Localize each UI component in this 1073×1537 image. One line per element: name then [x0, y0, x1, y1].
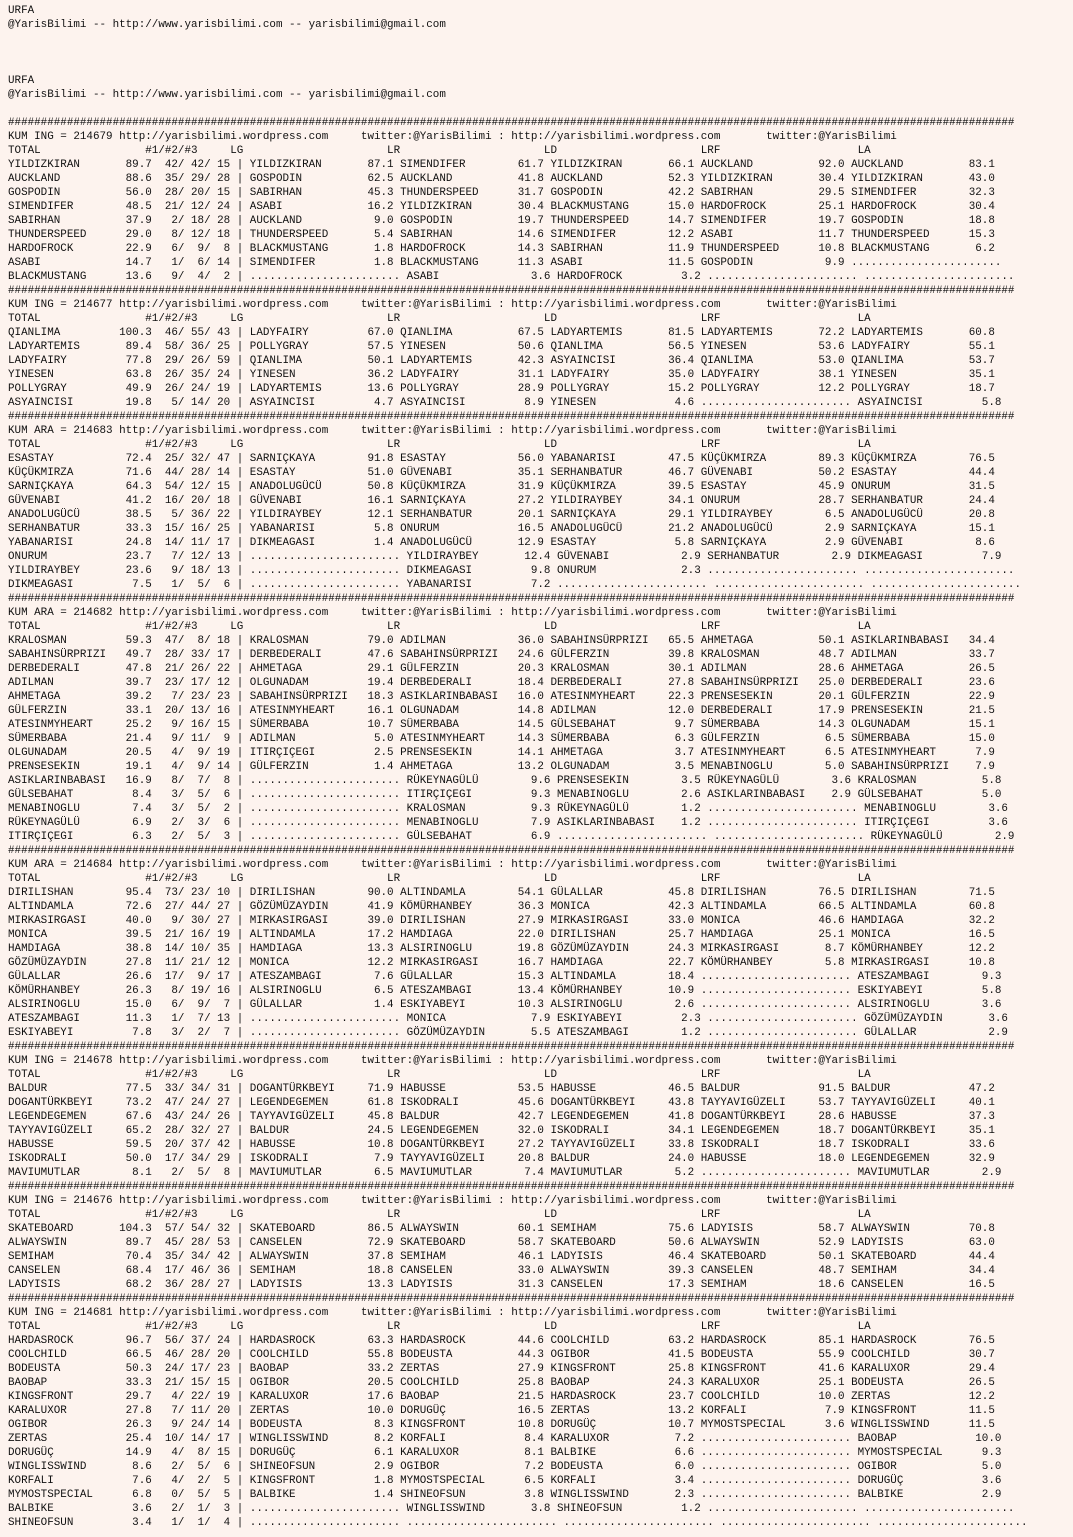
- document-line: MIRKASIRGASI 40.0 9/ 30/ 27 | MIRKASIRGASI 39.0 DIRILISHAN 27.9 MIRKASIRGASI 33.0 MONICA 46.6 HAMDIAGA 32.2: [8, 915, 995, 927]
- document-line: [8, 46, 1028, 60]
- document-line: DIKMEAGASI 7.5 1/ 5/ 6 | ....................... YABANARISI 7.2 ....................... ....................... .......................: [8, 579, 1021, 591]
- document-line: ##########################################################################################################################################################: [8, 1041, 1015, 1053]
- document-line: GÜVENABI 41.2 16/ 20/ 18 | GÜVENABI 16.1 SARNIÇKAYA 27.2 YILDIRAYBEY 34.1 ONURUM 28.7 SERHANBATUR 24.4: [8, 495, 995, 507]
- document-line: ##########################################################################################################################################################: [8, 845, 1015, 857]
- document-line: ATESZAMBAGI 11.3 1/ 7/ 13 | ....................... MONICA 7.9 ESKIYABEYI 2.3 ....................... GÖZÜMÜZAYDIN 3.6: [8, 1013, 1008, 1025]
- document-line: GÜLFERZIN 33.1 20/ 13/ 16 | ATESINMYHEART 16.1 OLGUNADAM 14.8 ADILMAN 12.0 DERBEDERALI 17.9 PRENSESEKIN 21.5: [8, 705, 995, 717]
- document-line: YABANARISI 24.8 14/ 11/ 17 | DIKMEAGASI 1.4 ANADOLUGÜCÜ 12.9 ESASTAY 5.8 SARNIÇKAYA 2.9 GÜVENABI 8.6: [8, 537, 995, 549]
- document-line: ASIKLARINBABASI 16.9 8/ 7/ 8 | ....................... RÜKEYNAGÜLÜ 9.6 PRENSESEKIN 3.5 RÜKEYNAGÜLÜ 3.6 KRALOSMAN 5.8: [8, 775, 1002, 787]
- document-line: SIMENDIFER 48.5 21/ 12/ 24 | ASABI 16.2 YILDIZKIRAN 30.4 BLACKMUSTANG 15.0 HARDOFROCK 25.1 HARDOFROCK 30.4: [8, 201, 995, 213]
- document-line: URFA: [8, 75, 35, 87]
- document-line: @YarisBilimi -- http://www.yarisbilimi.com -- yarisbilimi@gmail.com: [8, 89, 446, 101]
- document-line: SKATEBOARD 104.3 57/ 54/ 32 | SKATEBOARD 86.5 ALWAYSWIN 60.1 SEMIHAM 75.6 LADYISIS 58.7 ALWAYSWIN 70.8: [8, 1223, 995, 1235]
- document-line: LADYFAIRY 77.8 29/ 26/ 59 | QIANLIMA 50.1 LADYARTEMIS 42.3 ASYAINCISI 36.4 QIANLIMA 53.0 QIANLIMA 53.7: [8, 355, 995, 367]
- document-line: DOGANTÜRKBEYI 73.2 47/ 24/ 27 | LEGENDEGEMEN 61.8 ISKODRALI 45.6 DOGANTÜRKBEYI 43.8 TAYYAVIGÜZELI 53.7 TAYYAVIGÜZELI 40.1: [8, 1097, 995, 1109]
- document-line: TOTAL #1/#2/#3 LG LR LD LRF LA: [8, 1069, 871, 1081]
- document-line: AHMETAGA 39.2 7/ 23/ 23 | SABAHINSÜRPRIZI 18.3 ASIKLARINBABASI 16.0 ATESINMYHEART 22.3 PRENSESEKIN 20.1 GÜLFERZIN 22.9: [8, 691, 995, 703]
- document-line: AUCKLAND 88.6 35/ 29/ 28 | GOSPODIN 62.5 AUCKLAND 41.8 AUCKLAND 52.3 YILDIZKIRAN 30.4 YILDIZKIRAN 43.0: [8, 173, 995, 185]
- document-line: HABUSSE 59.5 20/ 37/ 42 | HABUSSE 10.8 DOGANTÜRKBEYI 27.2 TAYYAVIGÜZELI 33.8 ISKODRALI 18.7 ISKODRALI 33.6: [8, 1139, 995, 1151]
- document-line: [8, 60, 1028, 74]
- document-line: SABAHINSÜRPRIZI 49.7 28/ 33/ 17 | DERBEDERALI 47.6 SABAHINSÜRPRIZI 24.6 GÜLFERZIN 39.8 KRALOSMAN 48.7 ADILMAN 33.7: [8, 649, 995, 661]
- document-line: BAOBAP 33.3 21/ 15/ 15 | OGIBOR 20.5 COOLCHILD 25.8 BAOBAP 24.3 KARALUXOR 25.1 BODEUSTA 26.5: [8, 1377, 995, 1389]
- document-line: TOTAL #1/#2/#3 LG LR LD LRF LA: [8, 313, 871, 325]
- document-line: SARNIÇKAYA 64.3 54/ 12/ 15 | ANADOLUGÜCÜ 50.8 KÜÇÜKMIRZA 31.9 KÜÇÜKMIRZA 39.5 ESASTAY 45.9 ONURUM 31.5: [8, 481, 995, 493]
- document-line: MONICA 39.5 21/ 16/ 19 | ALTINDAMLA 17.2 HAMDIAGA 22.0 DIRILISHAN 25.7 HAMDIAGA 25.1 MONICA 16.5: [8, 929, 995, 941]
- document-line: YINESEN 63.8 26/ 35/ 24 | YINESEN 36.2 LADYFAIRY 31.1 LADYFAIRY 35.0 LADYFAIRY 38.1 YINESEN 35.1: [8, 369, 995, 381]
- document-line: ##########################################################################################################################################################: [8, 411, 1015, 423]
- document-line: MYMOSTSPECIAL 6.8 0/ 5/ 5 | BALBIKE 1.4 SHINEOFSUN 3.8 WINGLISSWIND 2.3 ....................... BALBIKE 2.9: [8, 1489, 1002, 1501]
- document-line: KINGSFRONT 29.7 4/ 22/ 19 | KARALUXOR 17.6 BAOBAP 21.5 HARDASROCK 23.7 COOLCHILD 10.0 ZERTAS 12.2: [8, 1391, 995, 1403]
- document-line: ##########################################################################################################################################################: [8, 285, 1015, 297]
- race-results-document: [8, 4, 1028, 1530]
- document-line: ESKIYABEYI 7.8 3/ 2/ 7 | ....................... GÖZÜMÜZAYDIN 5.5 ATESZAMBAGI 1.2 ....................... GÜLALLAR 2.9: [8, 1027, 1008, 1039]
- document-line: ##########################################################################################################################################################: [8, 593, 1015, 605]
- document-line: BODEUSTA 50.3 24/ 17/ 23 | BAOBAP 33.2 ZERTAS 27.9 KINGSFRONT 25.8 KINGSFRONT 41.6 KARALUXOR 29.4: [8, 1363, 995, 1375]
- document-line: GÜLALLAR 26.6 17/ 9/ 17 | ATESZAMBAGI 7.6 GÜLALLAR 15.3 ALTINDAMLA 18.4 ....................... ATESZAMBAGI 9.3: [8, 971, 1002, 983]
- document-line: SEMIHAM 70.4 35/ 34/ 42 | ALWAYSWIN 37.8 SEMIHAM 46.1 LADYISIS 46.4 SKATEBOARD 50.1 SKATEBOARD 44.4: [8, 1251, 995, 1263]
- document-line: LEGENDEGEMEN 67.6 43/ 24/ 26 | TAYYAVIGÜZELI 45.8 BALDUR 42.7 LEGENDEGEMEN 41.8 DOGANTÜRKBEYI 28.6 HABUSSE 37.3: [8, 1111, 995, 1123]
- document-line: KUM ING = 214681 http://yarisbilimi.wordpress.com twitter:@YarisBilimi : http://yarisbilimi.wordpress.com twitter:@YarisBilimi: [8, 1307, 897, 1319]
- document-line: TOTAL #1/#2/#3 LG LR LD LRF LA: [8, 145, 871, 157]
- document-line: PRENSESEKIN 19.1 4/ 9/ 14 | GÜLFERZIN 1.4 AHMETAGA 13.2 OLGUNADAM 3.5 MENABINOGLU 5.0 SABAHINSÜRPRIZI 7.9: [8, 761, 995, 773]
- document-line: YILDIZKIRAN 89.7 42/ 42/ 15 | YILDIZKIRAN 87.1 SIMENDIFER 61.7 YILDIZKIRAN 66.1 AUCKLAND 92.0 AUCKLAND 83.1: [8, 159, 995, 171]
- document-line: KÖMÜRHANBEY 26.3 8/ 19/ 16 | ALSIRINOGLU 6.5 ATESZAMBAGI 13.4 KÖMÜRHANBEY 10.9 ....................... ESKIYABEYI 5.8: [8, 985, 1002, 997]
- document-line: SÜMERBABA 21.4 9/ 11/ 9 | ADILMAN 5.0 ATESINMYHEART 14.3 SÜMERBABA 6.3 GÜLFERZIN 6.5 SÜMERBABA 15.0: [8, 733, 995, 745]
- document-line: BALBIKE 3.6 2/ 1/ 3 | ....................... WINGLISSWIND 3.8 SHINEOFSUN 1.2 ....................... .......................: [8, 1503, 1015, 1515]
- document-line: MENABINOGLU 7.4 3/ 5/ 2 | ....................... KRALOSMAN 9.3 RÜKEYNAGÜLÜ 1.2 ....................... MENABINOGLU 3.6: [8, 803, 1008, 815]
- document-line: ALWAYSWIN 89.7 45/ 28/ 53 | CANSELEN 72.9 SKATEBOARD 58.7 SKATEBOARD 50.6 ALWAYSWIN 52.9 LADYISIS 63.0: [8, 1237, 995, 1249]
- document-line: KUM ING = 214679 http://yarisbilimi.wordpress.com twitter:@YarisBilimi : http://yarisbilimi.wordpress.com twitter:@YarisBilimi: [8, 131, 897, 143]
- document-line: ONURUM 23.7 7/ 12/ 13 | ....................... YILDIRAYBEY 12.4 GÜVENABI 2.9 SERHANBATUR 2.9 DIKMEAGASI 7.9: [8, 551, 1002, 563]
- document-line: ITIRÇIÇEGI 6.3 2/ 5/ 3 | ....................... GÜLSEBAHAT 6.9 ....................... ....................... RÜKEYNAGÜLÜ 2.9: [8, 831, 1015, 843]
- document-line: KUM ARA = 214684 http://yarisbilimi.wordpress.com twitter:@YarisBilimi : http://yarisbilimi.wordpress.com twitter:@YarisBilimi: [8, 859, 897, 871]
- document-line: TOTAL #1/#2/#3 LG LR LD LRF LA: [8, 873, 871, 885]
- document-line: TOTAL #1/#2/#3 LG LR LD LRF LA: [8, 621, 871, 633]
- document-line: SHINEOFSUN 3.4 1/ 1/ 4 | ....................... ....................... ....................... ....................... .......................: [8, 1517, 1028, 1529]
- document-line: GÖZÜMÜZAYDIN 27.8 11/ 21/ 12 | MONICA 12.2 MIRKASIRGASI 16.7 HAMDIAGA 22.7 KÖMÜRHANBEY 5.8 MIRKASIRGASI 10.8: [8, 957, 995, 969]
- document-line: ##########################################################################################################################################################: [8, 117, 1015, 129]
- document-line: QIANLIMA 100.3 46/ 55/ 43 | LADYFAIRY 67.0 QIANLIMA 67.5 LADYARTEMIS 81.5 LADYARTEMIS 72.2 LADYARTEMIS 60.8: [8, 327, 995, 339]
- document-line: OLGUNADAM 20.5 4/ 9/ 19 | ITIRÇIÇEGI 2.5 PRENSESEKIN 14.1 AHMETAGA 3.7 ATESINMYHEART 6.5 ATESINMYHEART 7.9: [8, 747, 995, 759]
- document-line: KARALUXOR 27.8 7/ 11/ 20 | ZERTAS 10.0 DORUGÜÇ 16.5 ZERTAS 13.2 KORFALI 7.9 KINGSFRONT 11.5: [8, 1405, 995, 1417]
- document-line: KUM ING = 214677 http://yarisbilimi.wordpress.com twitter:@YarisBilimi : http://yarisbilimi.wordpress.com twitter:@YarisBilimi: [8, 299, 897, 311]
- document-line: ATESINMYHEART 25.2 9/ 16/ 15 | SÜMERBABA 10.7 SÜMERBABA 14.5 GÜLSEBAHAT 9.7 SÜMERBABA 14.3 OLGUNADAM 15.1: [8, 719, 995, 731]
- document-line: TOTAL #1/#2/#3 LG LR LD LRF LA: [8, 439, 871, 451]
- document-line: KUM ARA = 214683 http://yarisbilimi.wordpress.com twitter:@YarisBilimi : http://yarisbilimi.wordpress.com twitter:@YarisBilimi: [8, 425, 897, 437]
- document-line: TOTAL #1/#2/#3 LG LR LD LRF LA: [8, 1321, 871, 1333]
- document-line: WINGLISSWIND 8.6 2/ 5/ 6 | SHINEOFSUN 2.9 OGIBOR 7.2 BODEUSTA 6.0 ....................... OGIBOR 5.0: [8, 1461, 1002, 1473]
- document-line: MAVIUMUTLAR 8.1 2/ 5/ 8 | MAVIUMUTLAR 6.5 MAVIUMUTLAR 7.4 MAVIUMUTLAR 5.2 ....................... MAVIUMUTLAR 2.9: [8, 1167, 1002, 1179]
- document-line: ESASTAY 72.4 25/ 32/ 47 | SARNIÇKAYA 91.8 ESASTAY 56.0 YABANARISI 47.5 KÜÇÜKMIRZA 89.3 KÜÇÜKMIRZA 76.5: [8, 453, 995, 465]
- document-line: DORUGÜÇ 14.9 4/ 8/ 15 | DORUGÜÇ 6.1 KARALUXOR 8.1 BALBIKE 6.6 ....................... MYMOSTSPECIAL 9.3: [8, 1447, 1002, 1459]
- document-line: ##########################################################################################################################################################: [8, 1181, 1015, 1193]
- document-line: HARDOFROCK 22.9 6/ 9/ 8 | BLACKMUSTANG 1.8 HARDOFROCK 14.3 SABIRHAN 11.9 THUNDERSPEED 10.8 BLACKMUSTANG 6.2: [8, 243, 995, 255]
- document-line: ISKODRALI 50.0 17/ 34/ 29 | ISKODRALI 7.9 TAYYAVIGÜZELI 20.8 BALDUR 24.0 HABUSSE 18.0 LEGENDEGEMEN 32.9: [8, 1153, 995, 1165]
- document-line: GÜLSEBAHAT 8.4 3/ 5/ 6 | ....................... ITIRÇIÇEGI 9.3 MENABINOGLU 2.6 ASIKLARINBABASI 2.9 GÜLSEBAHAT 5.0: [8, 789, 1002, 801]
- document-line: CANSELEN 68.4 17/ 46/ 36 | SEMIHAM 18.8 CANSELEN 33.0 ALWAYSWIN 39.3 CANSELEN 48.7 SEMIHAM 34.4: [8, 1265, 995, 1277]
- document-line: ALSIRINOGLU 15.0 6/ 9/ 7 | GÜLALLAR 1.4 ESKIYABEYI 10.3 ALSIRINOGLU 2.6 ....................... ALSIRINOGLU 3.6: [8, 999, 1002, 1011]
- document-line: KUM ING = 214676 http://yarisbilimi.wordpress.com twitter:@YarisBilimi : http://yarisbilimi.wordpress.com twitter:@YarisBilimi: [8, 1195, 897, 1207]
- document-line: KÜÇÜKMIRZA 71.6 44/ 28/ 14 | ESASTAY 51.0 GÜVENABI 35.1 SERHANBATUR 46.7 GÜVENABI 50.2 ESASTAY 44.4: [8, 467, 995, 479]
- document-line: KUM ING = 214678 http://yarisbilimi.wordpress.com twitter:@YarisBilimi : http://yarisbilimi.wordpress.com twitter:@YarisBilimi: [8, 1055, 897, 1067]
- document-line: LADYARTEMIS 89.4 58/ 36/ 25 | POLLYGRAY 57.5 YINESEN 50.6 QIANLIMA 56.5 YINESEN 53.6 LADYFAIRY 55.1: [8, 341, 995, 353]
- document-line: URFA: [8, 5, 35, 17]
- document-line: SERHANBATUR 33.3 15/ 16/ 25 | YABANARISI 5.8 ONURUM 16.5 ANADOLUGÜCÜ 21.2 ANADOLUGÜCÜ 2.9 SARNIÇKAYA 15.1: [8, 523, 995, 535]
- document-line: TAYYAVIGÜZELI 65.2 28/ 32/ 27 | BALDUR 24.5 LEGENDEGEMEN 32.0 ISKODRALI 34.1 LEGENDEGEMEN 18.7 DOGANTÜRKBEYI 35.1: [8, 1125, 995, 1137]
- document-line: OGIBOR 26.3 9/ 24/ 14 | BODEUSTA 8.3 KINGSFRONT 10.8 DORUGÜÇ 10.7 MYMOSTSPECIAL 3.6 WINGLISSWIND 11.5: [8, 1419, 995, 1431]
- document-line: [8, 102, 1028, 116]
- document-line: POLLYGRAY 49.9 26/ 24/ 19 | LADYARTEMIS 13.6 POLLYGRAY 28.9 POLLYGRAY 15.2 POLLYGRAY 12.2 POLLYGRAY 18.7: [8, 383, 995, 395]
- document-line: KRALOSMAN 59.3 47/ 8/ 18 | KRALOSMAN 79.0 ADILMAN 36.0 SABAHINSÜRPRIZI 65.5 AHMETAGA 50.1 ASIKLARINBABASI 34.4: [8, 635, 995, 647]
- document-line: LADYISIS 68.2 36/ 28/ 27 | LADYISIS 13.3 LADYISIS 31.3 CANSELEN 17.3 SEMIHAM 18.6 CANSELEN 16.5: [8, 1279, 995, 1291]
- document-line: TOTAL #1/#2/#3 LG LR LD LRF LA: [8, 1209, 871, 1221]
- document-line: ALTINDAMLA 72.6 27/ 44/ 27 | GÖZÜMÜZAYDIN 41.9 KÖMÜRHANBEY 36.3 MONICA 42.3 ALTINDAMLA 66.5 ALTINDAMLA 60.8: [8, 901, 995, 913]
- document-line: HARDASROCK 96.7 56/ 37/ 24 | HARDASROCK 63.3 HARDASROCK 44.6 COOLCHILD 63.2 HARDASROCK 85.1 HARDASROCK 76.5: [8, 1335, 995, 1347]
- document-line: [8, 32, 1028, 46]
- document-line: ##########################################################################################################################################################: [8, 1293, 1015, 1305]
- document-line: ANADOLUGÜCÜ 38.5 5/ 36/ 22 | YILDIRAYBEY 12.1 SERHANBATUR 20.1 SARNIÇKAYA 29.1 YILDIRAYBEY 6.5 ANADOLUGÜCÜ 20.8: [8, 509, 995, 521]
- document-line: DIRILISHAN 95.4 73/ 23/ 10 | DIRILISHAN 90.0 ALTINDAMLA 54.1 GÜLALLAR 45.8 DIRILISHAN 76.5 DIRILISHAN 71.5: [8, 887, 995, 899]
- document-line: RÜKEYNAGÜLÜ 6.9 2/ 3/ 6 | ....................... MENABINOGLU 7.9 ASIKLARINBABASI 1.2 ....................... ITIRÇIÇEGI 3.6: [8, 817, 1008, 829]
- document-line: YILDIRAYBEY 23.6 9/ 18/ 13 | ....................... DIKMEAGASI 9.8 ONURUM 2.3 ....................... .......................: [8, 565, 1015, 577]
- document-line: DERBEDERALI 47.8 21/ 26/ 22 | AHMETAGA 29.1 GÜLFERZIN 20.3 KRALOSMAN 30.1 ADILMAN 28.6 AHMETAGA 26.5: [8, 663, 995, 675]
- document-line: ZERTAS 25.4 10/ 14/ 17 | WINGLISSWIND 8.2 KORFALI 8.4 KARALUXOR 7.2 ....................... BAOBAP 10.0: [8, 1433, 1002, 1445]
- document-line: ADILMAN 39.7 23/ 17/ 12 | OLGUNADAM 19.4 DERBEDERALI 18.4 DERBEDERALI 27.8 SABAHINSÜRPRIZI 25.0 DERBEDERALI 23.6: [8, 677, 995, 689]
- document-line: HAMDIAGA 38.8 14/ 10/ 35 | HAMDIAGA 13.3 ALSIRINOGLU 19.8 GÖZÜMÜZAYDIN 24.3 MIRKASIRGASI 8.7 KÖMÜRHANBEY 12.2: [8, 943, 995, 955]
- document-line: ASABI 14.7 1/ 6/ 14 | SIMENDIFER 1.8 BLACKMUSTANG 11.3 ASABI 11.5 GOSPODIN 9.9 .......................: [8, 257, 1002, 269]
- document-line: GOSPODIN 56.0 28/ 20/ 15 | SABIRHAN 45.3 THUNDERSPEED 31.7 GOSPODIN 42.2 SABIRHAN 29.5 SIMENDIFER 32.3: [8, 187, 995, 199]
- document-line: @YarisBilimi -- http://www.yarisbilimi.com -- yarisbilimi@gmail.com: [8, 19, 446, 31]
- document-line: KUM ARA = 214682 http://yarisbilimi.wordpress.com twitter:@YarisBilimi : http://yarisbilimi.wordpress.com twitter:@YarisBilimi: [8, 607, 897, 619]
- document-line: THUNDERSPEED 29.0 8/ 12/ 18 | THUNDERSPEED 5.4 SABIRHAN 14.6 SIMENDIFER 12.2 ASABI 11.7 THUNDERSPEED 15.3: [8, 229, 995, 241]
- document-line: ASYAINCISI 19.8 5/ 14/ 20 | ASYAINCISI 4.7 ASYAINCISI 8.9 YINESEN 4.6 ....................... ASYAINCISI 5.8: [8, 397, 1002, 409]
- document-line: KORFALI 7.6 4/ 2/ 5 | KINGSFRONT 1.8 MYMOSTSPECIAL 6.5 KORFALI 3.4 ....................... DORUGÜÇ 3.6: [8, 1475, 1002, 1487]
- document-line: SABIRHAN 37.9 2/ 18/ 28 | AUCKLAND 9.0 GOSPODIN 19.7 THUNDERSPEED 14.7 SIMENDIFER 19.7 GOSPODIN 18.8: [8, 215, 995, 227]
- document-line: BALDUR 77.5 33/ 34/ 31 | DOGANTÜRKBEYI 71.9 HABUSSE 53.5 HABUSSE 46.5 BALDUR 91.5 BALDUR 47.2: [8, 1083, 995, 1095]
- document-line: COOLCHILD 66.5 46/ 28/ 20 | COOLCHILD 55.8 BODEUSTA 44.3 OGIBOR 41.5 BODEUSTA 55.9 COOLCHILD 30.7: [8, 1349, 995, 1361]
- document-line: BLACKMUSTANG 13.6 9/ 4/ 2 | ....................... ASABI 3.6 HARDOFROCK 3.2 ....................... .......................: [8, 271, 1015, 283]
